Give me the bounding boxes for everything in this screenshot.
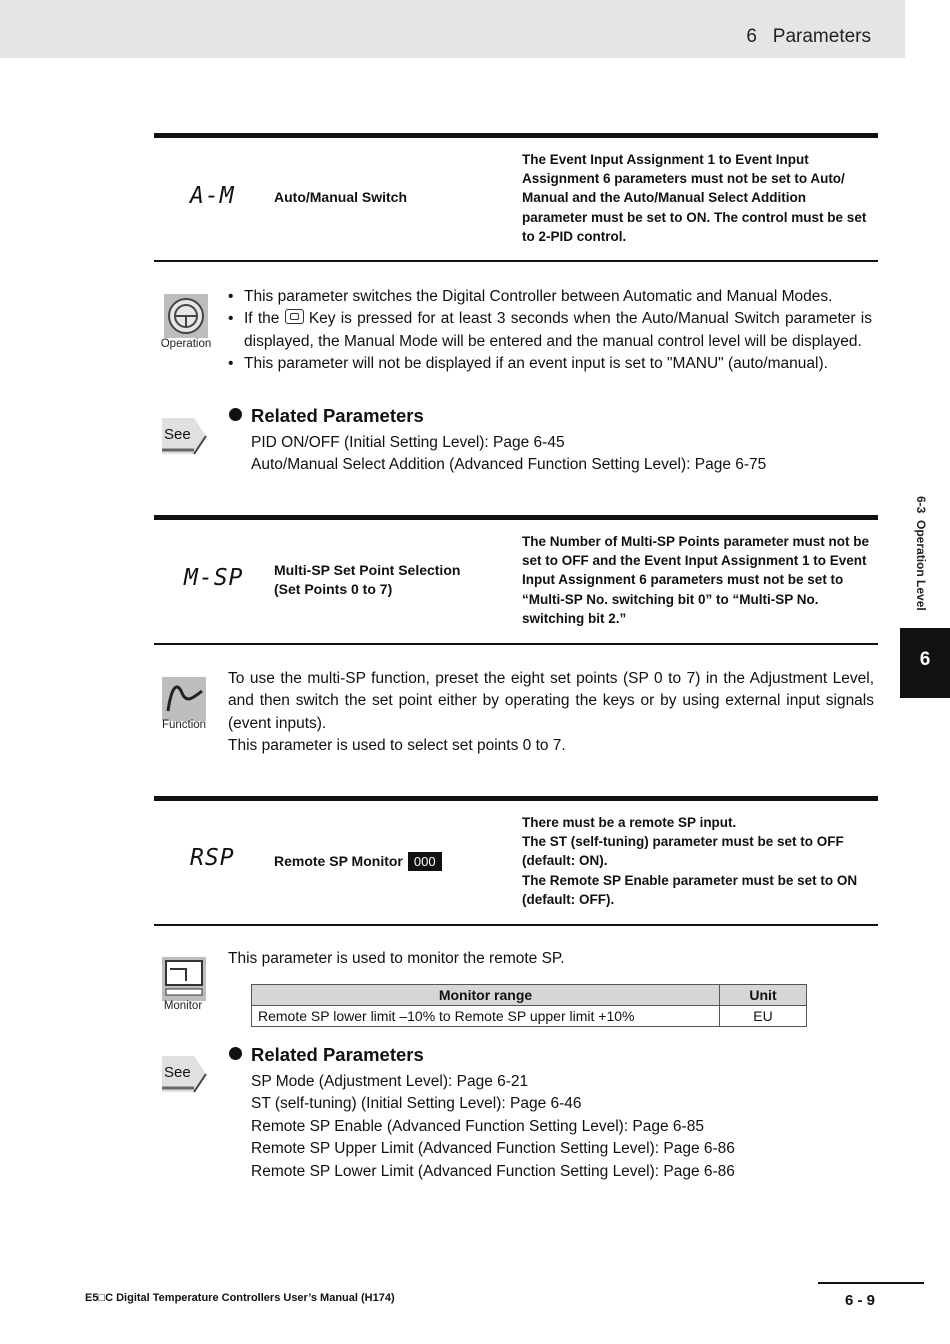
am-parameter-name: Auto/Manual Switch: [274, 189, 407, 205]
rsp-display-code: RSP: [190, 845, 235, 871]
chapter-tab: 6: [900, 628, 950, 698]
table-cell: EU: [720, 1006, 807, 1027]
page-number: 6 - 9: [845, 1292, 876, 1309]
related-link[interactable]: PID ON/OFF (Initial Setting Level): Page 6-45: [251, 434, 565, 451]
am-bullet-1: • This parameter switches the Digital Controller between Automatic and Manual Modes.: [228, 286, 872, 308]
section-rule-top: [154, 796, 878, 801]
rsp-condition: There must be a remote SP input. The ST (self-tuning) parameter must be set to OFF (default: ON). The Remote SP Enable parameter must be set to ON (default: OFF).: [522, 815, 858, 907]
section-rule-top: [154, 133, 878, 138]
bullet-dot-icon: [229, 408, 242, 421]
am-condition: The Event Input Assignment 1 to Event Input Assignment 6 parameters must not be set to Auto/ Manual and the Auto/Manual Select Addition parameter must be set to ON. The control must be set to 2-PID control.: [522, 152, 867, 244]
monitor-range-table: [251, 984, 807, 1027]
msp-condition: The Number of Multi-SP Points parameter must not be set to OFF and the Event Input Assignment 1 to Event Input Assignment 6 parameters must not be set to “Multi-SP No. switching bit 0” to “Multi-SP No. switching bit 2.”: [522, 534, 870, 626]
table-header: Monitor range: [252, 985, 720, 1006]
footer-manual-title: E5□C Digital Temperature Controllers User’s Manual (H174): [85, 1292, 395, 1304]
rsp-related-list: [251, 1071, 735, 1183]
related-link[interactable]: SP Mode (Adjustment Level): Page 6-21: [251, 1073, 529, 1090]
am-related-list: [251, 432, 766, 477]
table-header: Unit: [720, 985, 807, 1006]
am-related-heading: Related Parameters: [229, 405, 424, 427]
am-description: [228, 286, 872, 376]
mode-key-icon: [285, 309, 304, 324]
bullet-dot-icon: [229, 1047, 242, 1060]
msp-parameter-name: Multi-SP Set Point Selection (Set Points 0 to 7): [274, 562, 461, 597]
see-label: See: [164, 426, 191, 443]
related-link[interactable]: Auto/Manual Select Addition (Advanced Function Setting Level): Page 6-75: [251, 456, 767, 474]
page-header-title: 6 Parameters: [746, 26, 871, 47]
monitor-icon: [162, 957, 206, 1001]
table-cell: Remote SP lower limit –10% to Remote SP upper limit +10%: [252, 1006, 720, 1027]
see-label: See: [164, 1064, 191, 1081]
section-side-label: 6-3 Operation Level: [914, 496, 928, 611]
rsp-parameter-name: Remote SP Monitor 000: [274, 852, 442, 871]
see-icon: [160, 1052, 210, 1103]
msp-display-code: M-SP: [184, 565, 244, 591]
am-display-code: A-M: [190, 183, 235, 209]
rsp-related-heading: Related Parameters: [229, 1044, 424, 1066]
rsp-badge: 000: [408, 852, 442, 871]
function-icon-label: Function: [161, 719, 207, 731]
function-icon: [162, 677, 206, 721]
am-bullet-3: • This parameter will not be displayed if an event input is set to "MANU" (auto/manual).: [228, 353, 872, 375]
section-rule-bottom: [154, 924, 878, 926]
see-icon: [160, 414, 210, 465]
related-link[interactable]: ST (self-tuning) (Initial Setting Level): Page 6-46: [251, 1095, 582, 1113]
section-rule-bottom: [154, 260, 878, 262]
related-link[interactable]: Remote SP Upper Limit (Advanced Function Setting Level): Page 6-86: [251, 1140, 735, 1158]
monitor-icon-label: Monitor: [163, 1000, 203, 1012]
operation-icon-label: Operation: [160, 338, 212, 350]
related-link[interactable]: Remote SP Lower Limit (Advanced Function Setting Level): Page 6-86: [251, 1162, 735, 1180]
am-bullet-2: • If the Key is pressed for at least 3 seconds when the Auto/Manual Switch parameter is displayed, the Manual Mode will be entered and the manual control level will be displayed.: [228, 308, 872, 353]
operation-icon: [164, 294, 208, 338]
rsp-description: This parameter is used to monitor the remote SP.: [228, 950, 565, 967]
msp-description: To use the multi-SP function, preset the eight set points (SP 0 to 7) in the Adjustment Level, and then switch the set point either by operating the keys or by using external input signals (event inputs). This parameter is used to select set points 0 to 7.: [228, 670, 874, 755]
footer-rule: [818, 1282, 924, 1284]
section-rule-top: [154, 515, 878, 520]
related-link[interactable]: Remote SP Enable (Advanced Function Setting Level): Page 6-85: [251, 1117, 704, 1135]
table-row: [252, 1006, 807, 1027]
section-rule-bottom: [154, 643, 878, 645]
